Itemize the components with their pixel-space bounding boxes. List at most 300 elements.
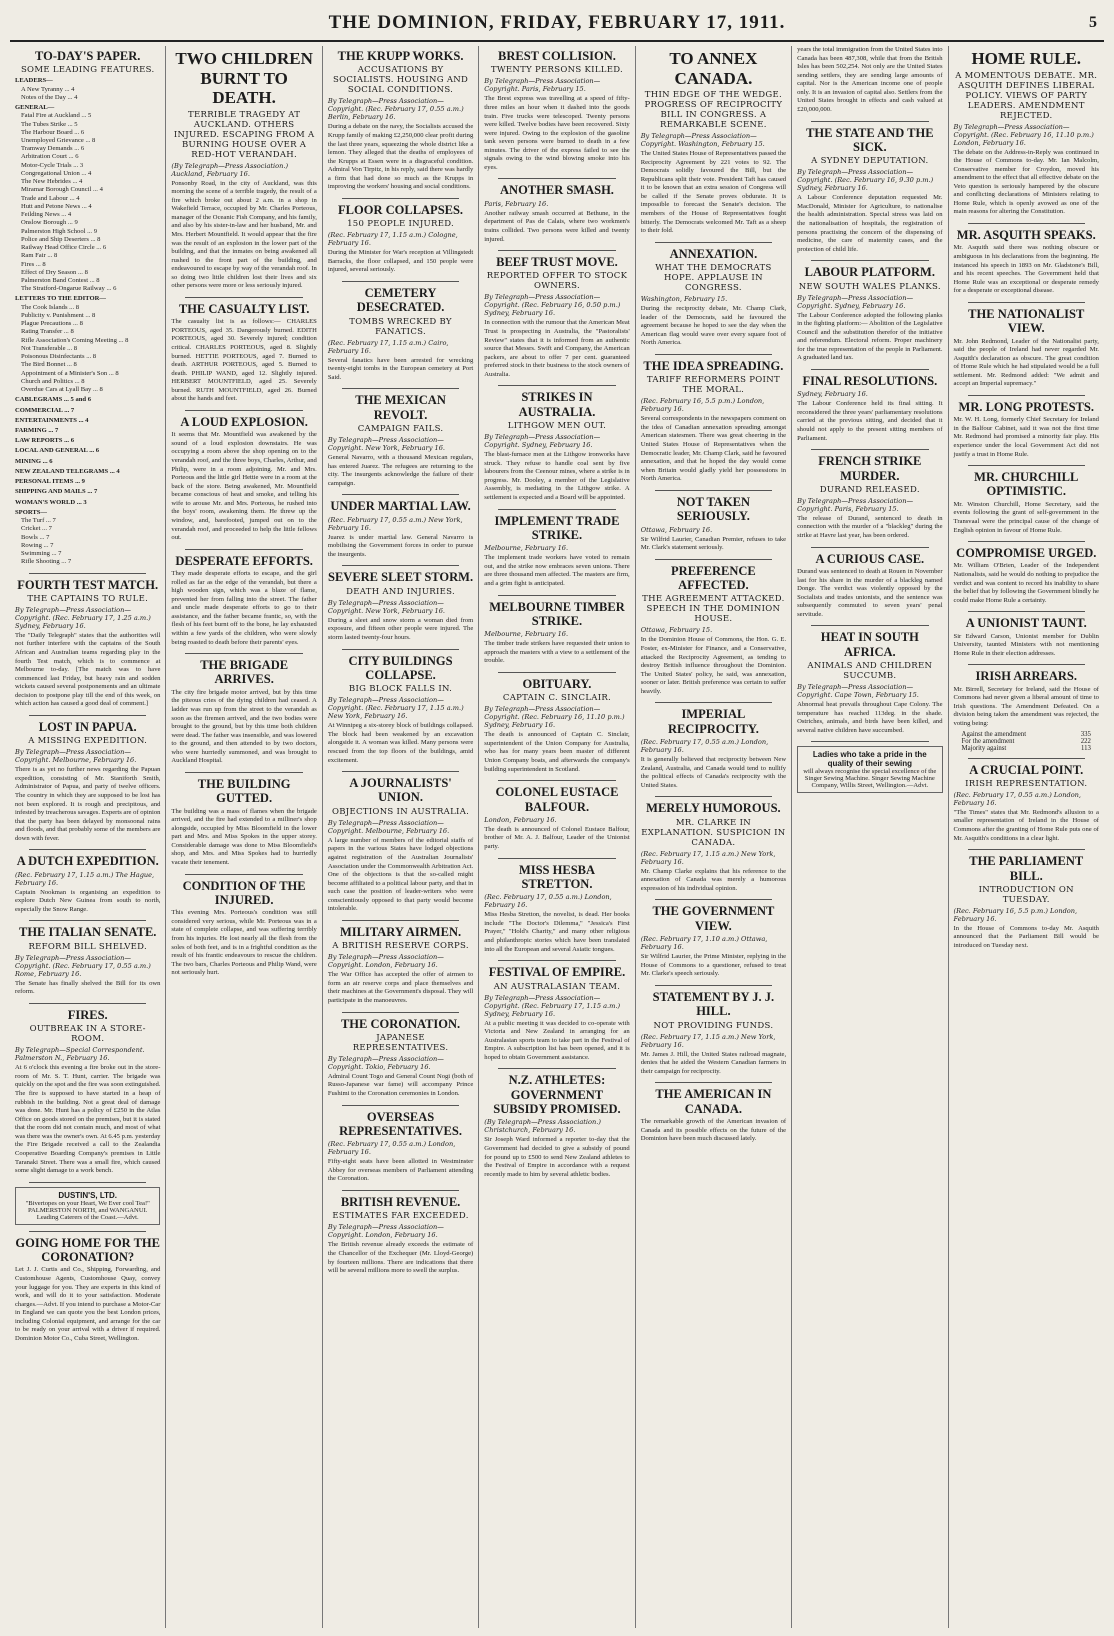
article	[797, 126, 942, 255]
headline: THE ITALIAN SENATE.	[19, 925, 157, 940]
dateline: Ottawa, February 16.	[640, 525, 713, 534]
dateline: (Rec. February 17, 1.10 a.m.) Ottawa, February 16.	[640, 935, 768, 952]
index-entry: Congregational Union ... 4	[21, 169, 92, 177]
index-entry: The Turf ... 7	[21, 517, 56, 525]
article-divider	[968, 395, 1085, 396]
headline: FRENCH STRIKE MURDER.	[818, 454, 922, 483]
article-body: Abnormal heat prevails throughout Cape Colony. The temperature has reached 113deg. in the shade. Ostriches, animals, and birds have been killed, and several native children have succumbed.	[797, 701, 943, 734]
article-body: Let J. J. Curtis and Co., Shipping, Forwarding, and Customhouse Agents, Customhouse Quay, convey your luggage for you. They are experts in this kind of work, and will do it to your satisfaction. Moderate charges.—Advt. If you intend to purchase a Motor-Car in England we can quote you the best London prices, including Colonial equipment, and arrange for the car to be ready on your arrival with a driver if required. Dominion Motor Co., Cuba Street, Wellington.	[15, 1266, 161, 1342]
subheadline: TARIFF REFORMERS POINT THE MORAL.	[646, 375, 780, 396]
subheadline: AN AUSTRALASIAN TEAM.	[493, 981, 621, 992]
ad-body: will always recognise the special excellence of the Singer Sewing Machine. Singer Sewing Machine Company, Willis Street, Wellington.—Advt.	[803, 768, 937, 790]
subheadline: TWENTY PERSONS KILLED.	[490, 65, 624, 76]
article-body: The "Daily Telegraph" states that the authorities will not further interfere with the captains of the South African and Australian teams regarding play in the fourth Test match, which is to commence at Melbourne to-day. [The match was to have commenced last Friday, but heavy rain and sodden wickets caused several postponements and an ultimate decision to postpone play till the end of this week, on which action has caused a good deal of comment.]	[15, 631, 161, 708]
headline: MELBOURNE TIMBER STRIKE.	[489, 599, 625, 628]
article	[15, 1187, 160, 1225]
headline: THE STATE AND THE SICK.	[806, 125, 934, 154]
article-body: The casualty list is as follows:— CHARLES PORTEOUS, aged 35. Dangerously burned. EDITH PORTEOUS, aged 30. Severely injured; condition critical. CHARLES PORTEOUS, aged 8. Slightly burned. HETTIE PORTEOUS, aged 7. Burned to death. ARTHUR PORTEOUS, aged 5. Burned to death. PHILIP WAND, aged 12. Slightly injured. HERBERT MOUNTFIELD, aged 25. Severely burned. RUTH MOUNTFIELD, aged 26. Burned about the hands and feet.	[171, 318, 317, 403]
article-divider	[968, 849, 1085, 850]
dateline: (Rec. February 17, 0.55 a.m.) London, February 16.	[640, 738, 769, 755]
headline: TO ANNEX CANADA.	[669, 49, 758, 88]
column-7	[949, 46, 1104, 1628]
article	[797, 746, 942, 793]
article-body: Mr. John Redmond, Leader of the Nationalist party, said the people of Ireland had never regarded Mr. Asquith's declaration as obscure. The great condition of Home Rule which he had stipulated would be a full settlement. Mr. Redmond added: "We admit and accept an Imperial supremacy."	[953, 337, 1099, 388]
article	[797, 265, 942, 363]
article	[954, 49, 1099, 217]
article-divider	[29, 715, 146, 716]
article-divider	[29, 1231, 146, 1232]
dateline: By Telegraph—Press Association—Copyright. Melbourne, February 16.	[327, 818, 450, 835]
article-body: This evening Mrs. Porteous's condition was still considered very serious, while Mr. Porteous was in a state of complete collapse, and was suffering terribly from his injuries. He lost nearly all the flesh from the soles of both feet, and is in a frightful condition as the result of his frantic endeavours to rescue the children. The two bars, Charles Porteous and Philip Wand, were not seriously hurt.	[171, 909, 317, 977]
article-divider	[498, 780, 615, 781]
index-entry: The New Hebrides ... 4	[21, 178, 83, 186]
article-body: Durand was sentenced to death at Rouen in November last for his share in the murder of a blackleg named Donge. The verdict was violently opposed by the Socialists and trades unionists, and the sentence was subsequently commuted to seven years' penal servitude.	[797, 567, 943, 618]
headline: A CRUCIAL POINT.	[969, 762, 1084, 777]
subheadline: A BRITISH RESERVE CORPS.	[332, 941, 469, 952]
headline: FINAL RESOLUTIONS.	[802, 373, 938, 388]
headline: STATEMENT BY J. J. HILL.	[652, 989, 775, 1019]
dateline: (Rec. February 17, 1.15 a.m.) The Hague, February 16.	[15, 870, 155, 887]
article-body: The blast-furnace men at the Lithgow ironworks have struck. They refuse to handle coal sent by five labourers from the Ceenour mines, where a strike is in progress. Mr. Dooley, a member of the Legislative Assembly, is mediating in the Lithgow strike. A settlement is expected and a Board will be appointed.	[484, 451, 630, 501]
article-divider	[29, 920, 146, 921]
headline: THE CASUALTY LIST.	[178, 301, 310, 316]
index-entry: Police and Ship Deserters ... 8	[21, 235, 101, 243]
article	[641, 904, 786, 978]
index-entry: Tramway Demands ... 6	[21, 145, 85, 153]
article	[15, 925, 160, 997]
article	[15, 854, 160, 914]
dateline: By Telegraph—Press Association—Copyright. (Rec. February 17, 0.55 a.m.) Rome, February 16.	[15, 953, 151, 978]
index-entry: GENERAL—	[15, 104, 55, 112]
vote-row	[962, 731, 1091, 738]
vote-label: Against the amendment	[961, 730, 1027, 738]
article-divider	[498, 858, 615, 859]
article-divider	[498, 385, 615, 386]
dateline: By Telegraph—Press Association—Copyright. New York, February 16.	[327, 436, 446, 453]
article-body: The city fire brigade motor arrived, but by this time the piteous cries of the dying children had ceased. A ladder was run up from the street to the verandah as soon as the firemen arrived, and the two bodies were brought to the ground, but by this time both children were dead. The father was insensible, and was lowered to the ground, and then attended to by two doctors, who were hurriedly summoned, and was brought to Auckland Hospital.	[171, 688, 317, 765]
dateline: (Rec. February 17, 1.15 a.m.) New York, February 16.	[640, 849, 776, 866]
article-divider	[811, 449, 928, 450]
subheadline: SOME LEADING FEATURES.	[20, 65, 155, 76]
article	[171, 879, 316, 978]
article	[171, 554, 316, 647]
index-entry: The Harbour Board ... 6	[21, 128, 85, 136]
headline: MR. CHURCHILL OPTIMISTIC.	[974, 470, 1079, 499]
headline: TWO CHILDREN BURNT TO DEATH.	[175, 49, 313, 108]
headline: FESTIVAL OF EMPIRE.	[488, 965, 626, 980]
contents-index	[15, 77, 160, 566]
article	[954, 546, 1099, 605]
article	[954, 616, 1099, 658]
subheadline: REPORTED OFFER TO STOCK OWNERS.	[486, 271, 628, 292]
index-entry: COMMERCIAL ... 7	[15, 406, 75, 414]
index-entry: Feilding News ... 4	[21, 211, 72, 219]
columns	[10, 46, 1104, 1628]
dateline: (By Telegraph—Press Association.) Auckland, February 16.	[171, 161, 289, 178]
article-body: The Senate has finally shelved the Bill for its own reform.	[15, 979, 161, 996]
article-body: At a public meeting it was decided to co-operate with Victoria and New Zealand in arranging for an Australasian sports team to take part in the Festival of Empire. A subscription list has been opened, and it is hoped to obtain Government assistance.	[484, 1019, 630, 1061]
headline: A UNIONIST TAUNT.	[965, 616, 1087, 631]
index-entry: Motor-Cycle Trials ... 3	[21, 161, 84, 169]
index-entry: The Tubes Strike ... 5	[21, 120, 78, 128]
dateline: By Telegraph—Press Association—Copyright. Paris, February 15.	[484, 77, 601, 94]
dateline: By Telegraph—Press Association—Copyright. (Rec. February 17, 0.55 a.m.) Berlin, February 16.	[327, 97, 464, 122]
headline: THE NATIONALIST VIEW.	[968, 306, 1085, 336]
article-divider	[655, 559, 772, 560]
headline: GOING HOME FOR THE CORONATION?	[15, 1235, 160, 1264]
article-body: The death is announced of Captain C. Sinclair, superintendent of the Union Company for Australia, who has for many years been master of different Union Company boats, and afterwards the company's building superintendent in Scotland.	[484, 731, 630, 773]
headline: TO-DAY'S PAPER.	[35, 49, 141, 63]
headline: FOURTH TEST MATCH.	[17, 577, 159, 592]
dateline: By Telegraph—Press Association—Copyright. Paris, February 15.	[797, 496, 914, 513]
index-entry: LAW REPORTS ... 6	[15, 437, 75, 445]
article-divider	[29, 1182, 146, 1183]
article-body: The timber trade strikers have requested their union to approach the masters with a view to a settlement of the trouble.	[484, 640, 630, 665]
article	[797, 454, 942, 540]
article-body: Admiral Count Togo and General Count Nogi (both of Russo-Japanese war fame) will accompany Prince Fushimi to the Coronation ceremonies in London.	[327, 1072, 474, 1097]
article	[15, 720, 160, 843]
article	[797, 374, 942, 443]
dateline: By Telegraph—Press Association—Copyright. London, February 16.	[327, 953, 444, 970]
article-body: In connection with the rumour that the American Meat Trust is prospecting in Australia, the "Pastoralists' Review" states that it is informed from an authentic source that Messrs. Swift and Company, the American packers, are about to offer 7 per cent. guaranteed preferred stock in their business to the stock owners of Australia.	[484, 319, 630, 378]
article-body: "The Times" states that Mr. Redmond's allusion to a smaller representation of Ireland in the House of Commons after the granting of Home Rule puts one of Mr. Asquith's conditions in a clear light.	[953, 808, 1099, 842]
headline: UNDER MARTIAL LAW.	[330, 499, 471, 514]
subheadline: TOMBS WRECKED BY FANATICS.	[349, 316, 452, 337]
dateline: (Rec. February 17, 0.55 a.m.) New York, February 16.	[327, 515, 463, 532]
dateline: By Telegraph—Press Association—Copyright. Sydney, February 16.	[484, 433, 601, 450]
article-divider	[498, 1068, 615, 1069]
headline: THE BUILDING GUTTED.	[197, 776, 291, 806]
dateline: By Telegraph—Press Association—Copyright. (Rec. February 16, 11.10 p.m.) London, February 16.	[953, 122, 1094, 147]
article-divider	[655, 899, 772, 900]
article	[797, 46, 942, 115]
article-body: The Brest express was travelling at a speed of fifty-three miles an hour when it dashed into the goods train. Five trucks were telescoped. Twenty persons were killed. Twelve bodies have been recovered. Sixty were injured. Owing to the explosion of the gasoline tank seven persons were burned to death in a few minutes. The driver of the express failed to see the signals owing to the wind blowing smoke into his eyes.	[484, 95, 630, 171]
headline: THE AMERICAN IN CANADA.	[655, 1087, 772, 1116]
index-entry: The Stratford-Ongarue Railway ... 6	[21, 285, 117, 293]
article	[15, 1236, 160, 1344]
article	[328, 570, 473, 642]
article	[484, 1073, 629, 1179]
article	[15, 578, 160, 709]
headline: SEVERE SLEET STORM.	[328, 570, 474, 585]
article-body: Mr. W. H. Long, formerly Chief Secretary for Ireland in the Balfour Cabinet, said it was not the first time Mr. Redmond had promised a minority fair play. His experience under the local Government Act did not justify a trust in Home Rule.	[953, 416, 1099, 458]
article-divider	[342, 388, 459, 389]
dateline: By Telegraph—Press Association—Copyright. (Rec. February 16, 9.30 p.m.) Sydney, February 16.	[797, 168, 934, 193]
article-divider	[968, 223, 1085, 224]
subheadline: CAPTAIN C. SINCLAIR.	[502, 693, 612, 704]
headline: N.Z. ATHLETES: GOVERNMENT SUBSIDY PROMISED.	[493, 1073, 621, 1117]
article-divider	[342, 281, 459, 282]
article-body: Mr. Winston Churchill, Home Secretary, said the events following the grant of self-government in the Transvaal were the principal cause of the change of English opinion in favour of Home Rule.	[953, 500, 1099, 534]
dateline: By Telegraph—Press Association—Copyright. Sydney, February 16.	[797, 293, 914, 310]
article-body: At Winnipeg a six-storey block of buildings collapsed. The block had been weakened by an excavation alongside it. A woman was killed. Many persons were rescued from the top floors of the buildings, amid excitement.	[327, 722, 474, 764]
article	[797, 630, 942, 735]
index-entry: SHIPPING AND MAILS ... 7	[15, 488, 98, 496]
subheadline: OUTBREAK IN A STORE-ROOM.	[29, 1024, 146, 1045]
article-divider	[655, 242, 772, 243]
article-divider	[185, 874, 302, 875]
article-body: Miss Hesba Stretton, the novelist, is dead. Her books include "The Doctor's Dilemma," "Jessica's First Prayer," "Hold's Charity," and many other religious and philanthropic stories which have been translated into all the European and several Asiatic tongues.	[484, 911, 630, 953]
ad-title: Ladies who take a pride in the quality of their sewing	[812, 750, 927, 769]
dateline: (Rec. February 17, 1.15 a.m.) Cologne, February 16.	[327, 231, 458, 248]
article	[328, 393, 473, 488]
article	[328, 49, 473, 192]
article-divider	[811, 369, 928, 370]
dateline: By Telegraph—Press Association—Copyright. Tokio, February 16.	[327, 1054, 444, 1071]
article	[171, 415, 316, 543]
article-body: The death is announced of Colonel Eustace Balfour, brother of Mr. A. J. Balfour, Leader of the Unionist party.	[484, 825, 630, 850]
article-body: A large number of members of the editorial staffs of papers in the various States have lodged objections against registration of the Australian Journalists' Association under the Commonwealth Arbitration Act. One of the objections is that the so-called might become affiliated to a political labour party, and that in such case the position of leader-writers who were conscientiously opposed to that party would become intolerable.	[327, 836, 474, 913]
index-entry: ENTERTAINMENTS ... 4	[15, 416, 89, 424]
article	[484, 785, 629, 851]
article-divider	[968, 302, 1085, 303]
article-body: Mr. William O'Brien, Leader of the Independent Nationalists, said he would do nothing to prejudice the verdict and was content to record his inability to share the belief that by following the Government blindly he could make Home Rule a certainty.	[953, 562, 1099, 604]
article	[797, 552, 942, 620]
article-divider	[655, 490, 772, 491]
dateline: By Telegraph—Press Association—Copyright. Melbourne, February 16.	[15, 748, 137, 765]
headline: FLOOR COLLAPSES.	[338, 202, 464, 217]
headline: ANOTHER SMASH.	[500, 183, 614, 198]
article-divider	[498, 672, 615, 673]
dateline: By Telegraph—Press Association—Copyright. (Rec. February 17, 1.25 a.m.) Sydney, February 16.	[15, 605, 151, 630]
index-entry: Trade and Labour ... 4	[21, 194, 80, 202]
article-divider	[655, 354, 772, 355]
index-entry: Fires ... 8	[21, 260, 46, 268]
subheadline: A SYDNEY DEPUTATION.	[811, 156, 929, 167]
article-divider	[655, 702, 772, 703]
article-divider	[185, 297, 302, 298]
article-divider	[29, 1003, 146, 1004]
index-entry: LOCAL AND GENERAL ... 6	[15, 447, 100, 455]
headline: HEAT IN SOUTH AFRICA.	[820, 630, 919, 659]
headline: COMPROMISE URGED.	[956, 546, 1097, 561]
ad-body: "Bivertopes on your Heart, We Ever cool Tea!" PALMERSTON NORTH, and WANGANUI. Leading Caterers of the Coast.—Advt.	[25, 1199, 150, 1221]
headline: FIRES.	[67, 1007, 108, 1022]
column-2	[166, 46, 322, 1628]
article-divider	[811, 260, 928, 261]
index-entry: Onslow Borough ... 9	[21, 219, 78, 227]
headline: THE KRUPP WORKS.	[337, 49, 464, 63]
column-1	[10, 46, 166, 1628]
dateline: By Telegraph—Press Association—Copyright. Washington, February 15.	[640, 132, 765, 149]
index-entry: A New Tyranny ... 4	[21, 85, 75, 93]
index-entry: Railway Head Office Circle ... 6	[21, 244, 107, 252]
article	[328, 203, 473, 275]
article-body: The Labour Conference adopted the following planks in the fighting platform:— Abolition of the Legislative Council and the substitution therefor of the initiative and referendum. Electoral reform. Proper machinery for the true representation of the people in Parliament. A graduated land tax.	[797, 311, 943, 362]
article-divider	[185, 549, 302, 550]
article	[328, 654, 473, 766]
article	[954, 470, 1099, 535]
article	[328, 925, 473, 1006]
article-divider	[498, 509, 615, 510]
vote-count: 222	[1080, 737, 1091, 745]
headline: COLONEL EUSTACE BALFOUR.	[495, 785, 619, 814]
masthead	[10, 6, 1104, 42]
subheadline: NEW SOUTH WALES PLANKS.	[798, 281, 941, 292]
article-body: A Labour Conference deputation requested Mr. MacDonald, Minister for Agriculture, to nationalise the health administration. Special stress was laid on the nationalisation of hospitals, the registration of persons practising the concern of the dispensing of medicine, the care of maternity cases, and the protection of child life.	[797, 194, 943, 253]
vote-label: Majority against	[961, 744, 1007, 752]
article-divider	[968, 611, 1085, 612]
index-entry: Rating Transfer ... 8	[21, 328, 74, 336]
headline: MILITARY AIRMEN.	[340, 924, 462, 939]
index-entry: Bowls ... 7	[21, 533, 50, 541]
column-3	[323, 46, 479, 1628]
article-body: It is generally believed that reciprocity between New Zealand, Australia, and Canada would tend to nullify the political effects of Canada's reciprocity with the United States.	[640, 756, 787, 789]
headline: IMPLEMENT TRADE STRIKE.	[494, 513, 620, 542]
index-entry: Publicity v. Punishment ... 8	[21, 311, 96, 319]
subheadline: CAMPAIGN FAILS.	[357, 424, 444, 435]
headline: LOST IN PAPUA.	[38, 719, 137, 734]
article	[641, 1087, 786, 1143]
division-result	[962, 731, 1091, 752]
article-body: The remarkable growth of the American invasion of Canada and its possible effects on the future of the Dominion have been much discussed lately.	[640, 1118, 787, 1143]
index-entry: Effect of Dry Season ... 8	[21, 268, 88, 276]
article	[954, 400, 1099, 459]
article-divider	[342, 920, 459, 921]
index-entry: Ram Fair ... 8	[21, 252, 58, 260]
article	[328, 1017, 473, 1099]
masthead-title: THE DOMINION, FRIDAY, FEBRUARY 17, 1911.	[328, 12, 786, 33]
dateline: By Telegraph—Press Association—Copyright. Cape Town, February 15.	[797, 683, 919, 700]
index-entry: Palmerston Band Contest ... 8	[21, 277, 100, 284]
headline: MR. ASQUITH SPEAKS.	[956, 228, 1096, 243]
article-divider	[811, 121, 928, 122]
article	[484, 49, 629, 172]
headline: BEEF TRUST MOVE.	[496, 255, 618, 270]
subheadline: ANIMALS AND CHILDREN SUCCUMB.	[807, 661, 933, 682]
headline: THE BRIGADE ARRIVES.	[200, 658, 289, 687]
article-divider	[342, 1190, 459, 1191]
article-body: The United States House of Representatives passed the Reciprocity Agreement by 221 votes to 92. The Democrats solidly favoured the Bill, but the Republicans split their vote. President Taft has caused it to be known that an extra session of Congress will be called if the Senate proves obdurate. It is impossible to forecast the Senate's decision. The members of the House of Representatives fought bitterly. The Democrats welcomed Mr. Taft as a sheep to their fold.	[640, 150, 787, 235]
article-body: During the Minister for War's reception at Villingstedt Barracks, the floor collapsed, and 150 people were injured, several seriously.	[327, 249, 474, 274]
index-entry: Poisonous Disinfectants ... 8	[21, 353, 97, 361]
article-divider	[185, 410, 302, 411]
dateline: Melbourne, February 16.	[484, 544, 569, 553]
article-body: During a debate on the navy, the Socialists accused the Krupp family of making £2,250,000 clear profit during the last three years, squeezing the whole district like a lemon. They alleged that the deaths of employees of the Krupps at Essen were in a disgraceful condition. Admiral Von Tirpitz, in his reply, said there was hardly a firm that had done so much as the Krupps in improving the workers' housing and social conditions.	[327, 123, 474, 191]
article	[15, 49, 160, 567]
article	[484, 965, 629, 1062]
article	[484, 677, 629, 774]
article-divider	[185, 772, 302, 773]
dateline: Melbourne, February 16.	[484, 630, 569, 639]
index-entry: Plague Precautions ... 8	[21, 320, 83, 328]
column-6	[792, 46, 948, 1628]
headline: CONDITION OF THE INJURED.	[182, 878, 306, 907]
vote-row	[962, 745, 1091, 752]
article-body: The Labour Conference held its final sitting. It reconsidered the three years' parliamentary resolutions carried at the previous sitting, and decided that it should not apply to the present sitting members of Parliament.	[797, 400, 943, 442]
article	[954, 307, 1099, 389]
index-entry: Unemployed Grievance ... 8	[21, 137, 96, 145]
index-entry: Fatal Fire at Auckland ... 5	[21, 112, 92, 120]
subheadline: REFORM BILL SHELVED.	[28, 941, 147, 952]
vote-count: 335	[1080, 730, 1091, 738]
dateline: By Telegraph—Press Association—Copyright. (Rec. February 16, 11.10 p.m.) Sydney, February 16.	[484, 705, 625, 730]
article-body: In the House of Commons to-day Mr. Asquith announced that the Parliament Bill would be introduced on Tuesday next.	[953, 924, 1099, 950]
article-divider	[342, 649, 459, 650]
index-entry: NEW ZEALAND TELEGRAMS ... 4	[15, 467, 120, 475]
subheadline: DURAND RELEASED.	[819, 484, 920, 495]
advertisement	[797, 746, 942, 793]
article-divider	[342, 1105, 459, 1106]
article	[171, 658, 316, 766]
headline: ANNEXATION.	[669, 246, 758, 261]
article-body: The implement trade workers have voted to remain out, and the strike now embraces seven unions. There are three thousand men affected. The masters are firm, and a grim fight is anticipated.	[484, 554, 630, 587]
article-body: The release of Durand, sentenced to death in connection with the murder of a "blackleg" during the strike at Havre last year, has been ordered.	[797, 514, 943, 539]
article-body: Several correspondents in the newspapers comment on the idea of Canadian annexation spreading amongst American statesmen. There was great cheering in the United States House of Representatives when the Democratic leader, Mr. Champ Clark, said he favoured annexation, and that he hoped the day would come when Britain would gladly yield her possessions in North America.	[640, 415, 787, 483]
article-body: Several fanatics have been arrested for wrecking twenty-eight tombs in the European cemetery at Port Said.	[327, 356, 474, 381]
subheadline: A MOMENTOUS DEBATE. MR. ASQUITH DEFINES LIBERAL POLICY. VIEWS OF PARTY LEADERS. AMENDMENT REJECTED.	[955, 70, 1098, 121]
article-divider	[185, 653, 302, 654]
article-body: Ponsonby Road, in the city of Auckland, was this morning the scene of a terrible tragedy, the result of a fire which broke out about 2 a.m. in a shop in Wakefield Terrace, occupied by Mr. Charles Porteous, manager of the Oceanic Fish Company, and his family, and also by his sister-in-law and her husband, Mr. and Mrs. Herbert Mountfield. It would appear that the fire was the result of an explosion in the lower part of the building, and that the inmates on being awakened all rushed to the front part of the building, and endeavoured to escape by way of the verandah roof. In so doing two little children lost their lives and six other persons were more or less seriously injured.	[171, 179, 317, 290]
headline: CITY BUILDINGS COLLAPSE.	[348, 653, 453, 682]
article	[171, 777, 316, 868]
headline: THE IDEA SPREADING.	[643, 358, 784, 373]
index-entry: CABLEGRAMS ... 5 and 6	[15, 396, 92, 404]
article	[954, 669, 1099, 751]
article-divider	[342, 198, 459, 199]
index-entry: Swimming ... 7	[21, 550, 62, 558]
article	[641, 990, 786, 1076]
vote-label: For the amendment	[961, 737, 1015, 745]
article	[954, 854, 1099, 950]
dateline: By Telegraph—Press Association—Copyright. (Rec. February 17, 1.15 a.m.) New York, February 16.	[327, 696, 464, 721]
article	[484, 390, 629, 502]
article-body: Sir Wilfrid Laurier, the Prime Minister, replying in the House of Commons to a questioner, refused to treat Mr. Clarke's speech seriously.	[640, 953, 787, 978]
dateline: By Telegraph—Special Correspondent. Palmerston N., February 16.	[15, 1046, 145, 1063]
headline: THE MEXICAN REVOLT.	[355, 393, 446, 422]
subheadline: WHAT THE DEMOCRATS HOPE. APPLAUSE IN CONGRESS.	[655, 263, 772, 294]
article-body: Another railway smash occurred at Bethune, in the department of Pas de Calais, where two workmen's trains collided. Two persons were killed and twenty injured.	[484, 209, 630, 243]
article-body: There is as yet no further news regarding the Papuan expedition, consisting of Mr. Staniforth Smith, Administrator of Papua, and party of twelve officers. The country in which they are supposed to be lost has not been explored. It is rough and precipitous, and infested by treacherous savages. Experts are of opinion that the party has been delayed by monsoonal rains and floods, and that probably some of the members are down with fever.	[15, 766, 161, 842]
subheadline: THE CAPTAINS TO RULE.	[27, 593, 149, 604]
article	[328, 286, 473, 382]
article	[328, 1110, 473, 1184]
dateline: (Rec. February 17, 0.55 a.m.) London, February 16.	[484, 893, 612, 910]
article	[171, 49, 316, 291]
dateline: Washington, February 15.	[640, 295, 728, 304]
dateline: (Rec. February 17, 0.55 a.m.) London, February 16.	[327, 1140, 456, 1157]
article-body: years the total immigration from the United States into Canada has been 487,308, while that from the British Isles has been 502,254. Not only are the United States sending settlers, they are sending large amounts of capital. Nor is the American income one of people only. It is an invasion of capital also. Settlers from the United States brought in effects and cash valued at £20,000,000.	[797, 46, 943, 113]
index-entry: LEADERS—	[15, 77, 53, 85]
article-body: The debate on the Address-in-Reply was continued in the House of Commons to-day. Mr. Ian Malcolm, Conservative member for Croydon, moved his amendment to the effect that all effective debate on the Veto question is seriously hampered by the obscure and conflicting declarations of Ministers relating to Home Rule, which is openly avowed as one of the main reasons for altering the Constitution.	[953, 148, 1099, 216]
headline: A DUTCH EXPEDITION.	[16, 854, 159, 869]
subheadline: THE AGREEMENT ATTACKED. SPEECH IN THE DOMINION HOUSE.	[642, 594, 785, 625]
dateline: (Rec. February 17, 0.55 a.m.) London, February 16.	[953, 790, 1082, 807]
dateline: By Telegraph—Press Association—Copyright. New York, February 16.	[327, 598, 446, 615]
article-body: Juarez is under martial law. General Navarro is mobilising the Government forces in order to pursue the insurgents.	[327, 533, 474, 558]
index-entry: WOMAN'S WORLD ... 3	[15, 498, 87, 506]
headline: A JOURNALISTS' UNION.	[349, 776, 452, 805]
headline: HOME RULE.	[971, 49, 1082, 68]
article	[641, 801, 786, 893]
article-divider	[342, 565, 459, 566]
dateline: By Telegraph—Press Association—Copyright. (Rec. February 17, 1.15 a.m.) Sydney, February 16.	[484, 993, 621, 1018]
article	[328, 1195, 473, 1276]
index-entry: Rowing ... 7	[21, 541, 54, 549]
article	[641, 495, 786, 553]
article-body: Sir Joseph Ward informed a reporter to-day that the Government had decided to give a subsidy of pound for pound up to £500 to send New Zealand athletes to the Festival of Empire in accordance with a request recently made to him by several athletic bodies.	[484, 1136, 630, 1178]
index-entry: FARMING ... 7	[15, 426, 59, 434]
article	[641, 247, 786, 348]
page-number: 5	[1089, 14, 1098, 31]
dateline: Sydney, February 16.	[797, 390, 868, 399]
headline: NOT TAKEN SERIOUSLY.	[676, 494, 751, 524]
column-5	[636, 46, 792, 1628]
article-divider	[811, 625, 928, 626]
headline: A CURIOUS CASE.	[815, 551, 925, 566]
article	[484, 514, 629, 589]
article-divider	[342, 1012, 459, 1013]
